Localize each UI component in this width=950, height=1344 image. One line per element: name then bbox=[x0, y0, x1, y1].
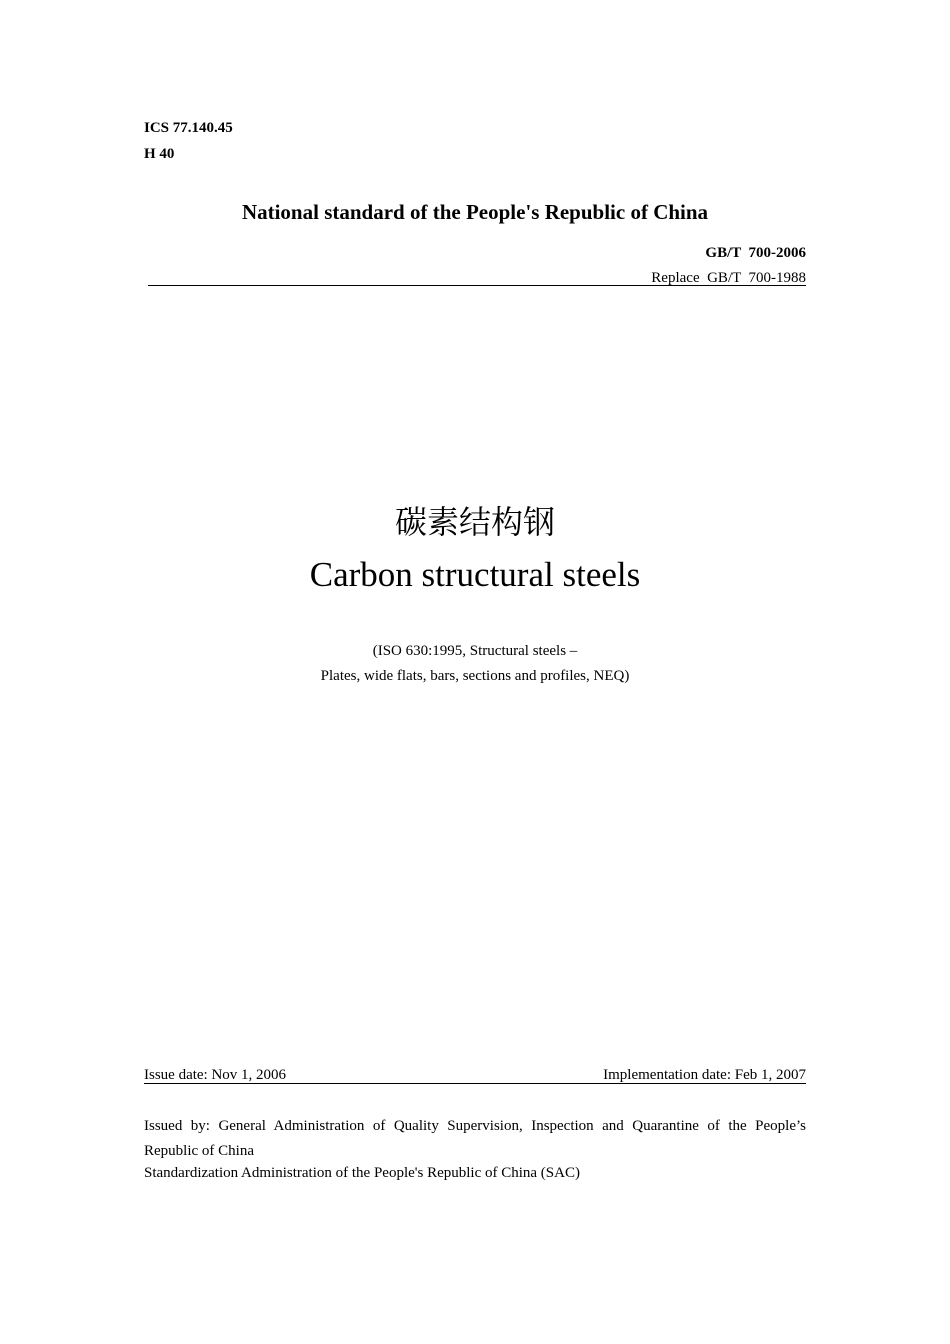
ics-code: ICS 77.140.45 bbox=[144, 120, 233, 136]
dates-row bbox=[144, 1066, 806, 1084]
title-chinese: 碳素结构钢 bbox=[394, 503, 555, 541]
standard-number: GB/T 700-2006 bbox=[705, 245, 806, 261]
iso-reference-line-1: (ISO 630:1995, Structural steels – bbox=[372, 643, 578, 659]
dates-rule bbox=[144, 1083, 806, 1084]
issue-date: Issue date: Nov 1, 2006 bbox=[144, 1067, 287, 1083]
sac-name: Standardization Administration of the People's Republic of China (SAC) bbox=[144, 1165, 580, 1181]
title-english: Carbon structural steels bbox=[309, 555, 641, 594]
iso-reference-line-2: Plates, wide flats, bars, sections and profiles, NEQ) bbox=[320, 668, 630, 684]
replaces-standard: Replace GB/T 700-1988 bbox=[651, 270, 806, 286]
ccs-code: H 40 bbox=[144, 146, 175, 162]
national-standard-heading: National standard of the People's Republic of China bbox=[241, 200, 709, 224]
header-rule bbox=[148, 285, 806, 286]
implementation-date: Implementation date: Feb 1, 2007 bbox=[603, 1067, 806, 1083]
issued-by: Issued by: General Administration of Quality Supervision, Inspection and Quarantine of the People’s Republic of China bbox=[144, 1118, 806, 1159]
